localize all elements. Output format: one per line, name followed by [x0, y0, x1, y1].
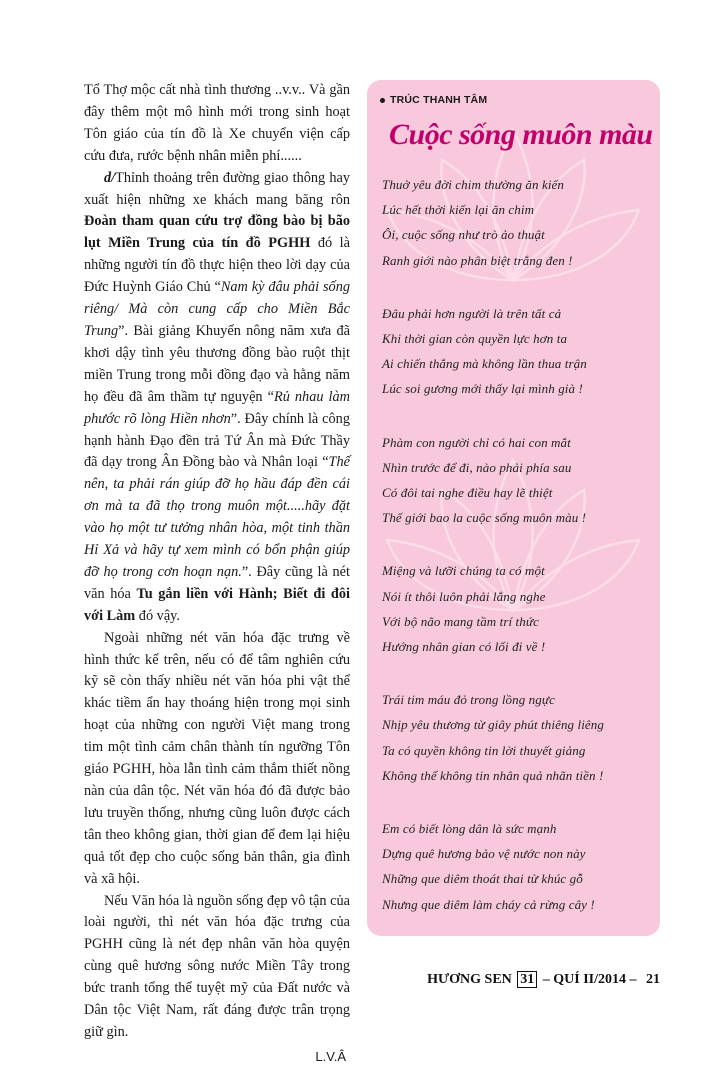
paragraph-label: d/ [104, 169, 116, 186]
bullet-icon [380, 98, 385, 103]
poem-line: Có đôi tai nghe điều hay lẽ thiệt [382, 485, 553, 501]
poem-line: Nhìn trước để đi, nào phải phía sau [382, 459, 572, 475]
quote-run: Rủ nhau làm phước rõ lòng Hiền nhơn [84, 388, 350, 427]
quote-run: Thế nên, ta phải rán giúp đỡ họ hầu đáp đền cái ơn mà ta đã thọ trong muôn một.....hãy đặt vào họ một tư tưởng nhân hòa, một tinh thần Hỉ Xả và hãy tự xem mình có bổn phận giúp đỡ họ trong cơn hoạn nạn. [84, 454, 350, 580]
magazine-name: HƯƠNG SEN [427, 972, 512, 987]
text-run: ”. Đây cũng là nét văn hóa [84, 563, 350, 602]
article-body [84, 80, 350, 1068]
poem-box [367, 80, 660, 936]
poem-line: Nhịp yêu thương từ giây phút thiêng liêng [382, 717, 604, 733]
poem-line: Miệng và lưỡi chúng ta có một [382, 563, 545, 579]
paragraph-1: Tổ Thợ mộc cất nhà tình thương ..v.v.. Và gần đây thêm một mô hình mới trong sinh hoạt Tôn giáo của tín đồ là Xe chuyển viện cấp cứu đưa, rước bệnh nhân miễn phí...... [84, 82, 350, 164]
text-run: ”. Đây chính là công hạnh hành Đạo đền trả Tứ Ân mà Đức Thầy đã dạy trong Ân Đồng bào và Nhân loại “ [84, 410, 350, 471]
stanza [382, 816, 652, 917]
poem-line: Nói ít thôi luôn phải lắng nghe [382, 588, 546, 604]
bold-run: Tu gắn liền với Hành; Biết đi đôi với Làm [84, 585, 350, 624]
poem-stanzas [382, 172, 652, 936]
stanza [382, 301, 652, 402]
poem-line: Lúc hết thời kiến lại ăn chim [382, 202, 535, 218]
poem-line: Ranh giới nào phân biệt trắng đen ! [382, 252, 573, 268]
bold-run: Đoàn tham quan cứu trợ đồng bào bị bão lụt Miền Trung của tín đồ PGHH [84, 213, 350, 252]
poem-line: Ta có quyền không tin lời thuyết giảng [382, 742, 586, 758]
poem-line: Những que diêm thoát thai từ khúc gỗ [382, 871, 583, 887]
stanza [382, 172, 652, 273]
quote-run: Nam kỳ đâu phải sống riêng/ Mà còn cung cấp cho Miền Bắc Trung [84, 279, 351, 339]
stanza [382, 430, 652, 531]
issue-quarter: – QUÍ II/2014 – [542, 972, 637, 987]
poem-line: Thế giới bao la cuộc sống muôn màu ! [382, 510, 587, 526]
poem-line: Ai chiến thắng mà không lần thua trận [382, 356, 587, 372]
poem-line: Thuở yêu đời chim thường ăn kiến [382, 177, 565, 192]
stanza [382, 687, 652, 788]
poem-line: Nhưng que diêm làm cháy cả rừng cây ! [382, 896, 595, 912]
text-run: ”. Bài giảng Khuyến nông năm xưa đã khơi dậy tình yêu thương đồng bào ruột thịt miền Trung trong mỗi đồng đạo và hằng năm họ đều đã âm thầm tự nguyện “ [84, 322, 350, 405]
issue-number: 31 [517, 971, 537, 988]
poem-line: Đâu phải hơn người là trên tất cả [382, 305, 562, 321]
paragraph-2 [84, 168, 350, 628]
poem-line: Với bộ não mang tầm trí thức [382, 613, 539, 629]
paragraph-4: Nếu Văn hóa là nguồn sống đẹp vô tận của loài người, thì nét văn hóa đặc trưng của PGHH cũng là nét đẹp nhân văn hòa quyện cùng quê hương sông nước Miền Tây trong bức tranh tổng thể tuyệt mỹ của Đất nước và Dân tộc Việt Nam, rất đáng được trân trọng giữ gìn. [84, 892, 350, 1040]
author-name: TRÚC THANH TÂM [390, 94, 488, 106]
page-footer [427, 972, 660, 988]
poem-title: Cuộc sống muôn màu [389, 118, 653, 151]
author-signature: L.V.Â [315, 1048, 346, 1064]
poem-line: Hướng nhân gian có lối đi về ! [382, 639, 546, 655]
poem-line: Lúc soi gương mới thấy lại mình già ! [382, 381, 583, 397]
text-run: đó là những người tín đồ thực hiện theo lời dạy của Đức Huỳnh Giáo Chủ “ [84, 235, 350, 296]
text-run: Thỉnh thoảng trên đường giao thông hay xuất hiện những xe khách mang băng rôn [84, 169, 350, 208]
paragraph-3: Ngoài những nét văn hóa đặc trưng về hình thức kể trên, nếu có để tâm nghiên cứu kỹ sẽ còn thấy nhiều nét văn hóa phi vật thể khác tiềm ẩn hay thoáng hiện trong mọi sinh hoạt của những con người Việt mang trong tim một tình cảm chân thành tín ngưỡng Tôn giáo PGHH, hòa lẫn tình cảm thắm thiết nồng nàn của dân tộc. Nét văn hóa đó đã được bảo lưu truyền thống, nhưng cũng luôn được cách tân theo không gian, thời gian để đem lại hiệu quả tốt đẹp cho cuộc sống bản thân, gia đình và xã hội. [84, 629, 350, 887]
poem-author [380, 94, 487, 106]
poem-line: Em có biết lòng dân là sức mạnh [382, 821, 557, 837]
poem-line: Khi thời gian còn quyền lực hơn ta [382, 331, 568, 347]
text-run: đó vậy. [135, 607, 180, 624]
poem-line: Trái tim máu đỏ trong lồng ngực [382, 692, 555, 708]
poem-line: Không thể không tin nhân quả nhãn tiền ! [382, 767, 604, 783]
page-number: 21 [646, 972, 660, 987]
poem-line: Dựng quê hương bảo vệ nước non này [382, 846, 586, 862]
stanza [382, 558, 652, 659]
poem-line: Ôi, cuộc sống như trò ảo thuật [382, 227, 545, 243]
poem-line: Phàm con người chỉ có hai con mắt [382, 434, 571, 450]
